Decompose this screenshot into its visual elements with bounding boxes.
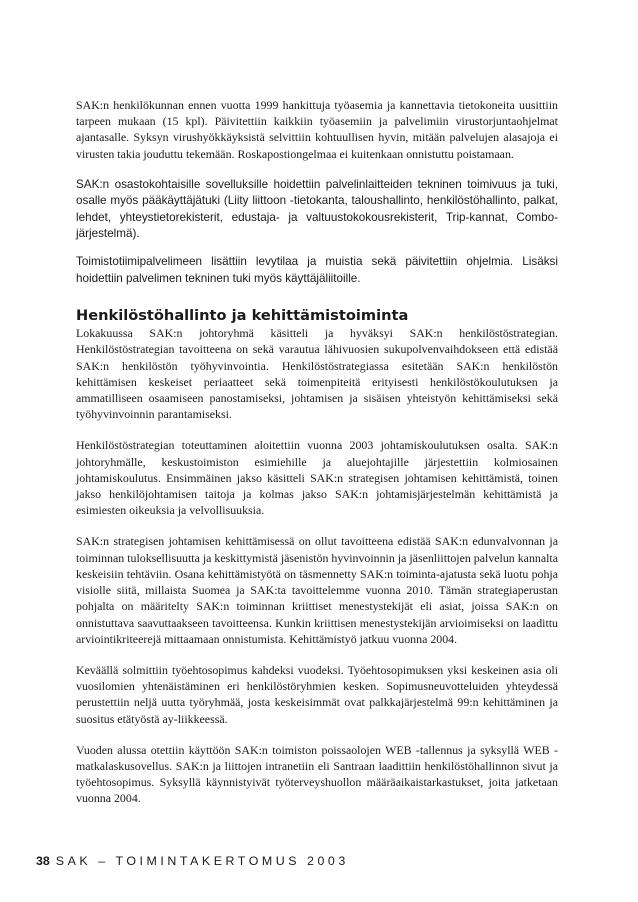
paragraph-leadership-training: Henkilöstöstrategian toteuttaminen aloitettiin vuonna 2003 johtamiskoulutuksen osalta. SAK:n johtoryhmälle, keskustoimiston esimiehille ja aluejohtajille järjestettiin kolmiosainen johtamiskoulutus. Ensimmäinen jakso käsitteli SAK:n strategisen johtamisen kehittämistä, toinen jakso henkilöjohtamisen taitoja ja kolmas jakso SAK:n johtamisjärjestelmän kehittämistä ja esimiesten oikeuksia ja velvollisuuksia. [76,438,558,518]
paragraph-applications: SAK:n osastokohtaisille sovelluksille hoidettiin palvelinlaitteiden tekninen toimivuus ja tuki, osalle myös pääkäyttäjätuki (Liity liittoon -tietokanta, taloushallinto, henkilöstöhallinto, palkat, lehdet, yhteystietorekisterit, edustaja- ja valtuustokokousrekisterit, Trip-kannat, Combo-järjestelmä). [76,177,558,241]
paragraph-collective-agreement: Keväällä solmittiin työehtosopimus kahdeksi vuodeksi. Työehtosopimuksen yksi keskeinen asia oli vuosilomien yhtenäistäminen eri henkilöstöryhmien kesken. Sopimusneuvotteluiden yhteydessä perustettiin neljä uutta työryhmää, josta keskeisimmät ovat palkkajärjestelmä 99:n kehittäminen ja suositus etätyöstä ay-liikkeessä. [76,662,558,726]
paragraph-web-applications: Vuoden alussa otettiin käyttöön SAK:n toimiston poissaolojen WEB -tallennus ja syksyllä WEB -matkalaskusovellus. SAK:n ja liittojen intranetiin eli Santraan laadittiin henkilöstöhallinnon sivut ja työehtosopimus. Syksyllä käynnistyivät työterveyshuollon määräaikaistarkastukset, joita jatketaan vuonna 2004. [76,742,558,806]
paragraph-office-server: Toimistotiimipalvelimeen lisättiin levytilaa ja muistia sekä päivitettiin ohjelmia. Lisäksi hoidettiin palvelimen tekninen tuki myös käyttäjäliitoille. [76,255,558,285]
section-heading: Henkilöstöhallinto ja kehittämistoiminta [76,307,409,325]
page-number: 38 [36,854,50,868]
paragraph-workstations: SAK:n henkilökunnan ennen vuotta 1999 hankittuja työasemia ja kannettavia tietokoneita uusittiin tarpeen mukaan (15 kpl). Päivitettiin kaikkiin työasemiin ja palvelimiin virustorjuntaohjelmat ajantasalle. Syksyn virushyökkäyksistä selvittiin kohtuullisen hyvin, mitään palvelujen alasajoja ei virusten takia jouduttu tekemään. Roskapostiongelmaa ei kuitenkaan onnistuttu poistamaan. [76,98,558,161]
page-footer [36,854,349,868]
footer-title: SAK – TOIMINTAKERTOMUS 2003 [55,854,349,868]
paragraph-hr-strategy: Lokakuussa SAK:n johtoryhmä käsitteli ja hyväksyi SAK:n henkilöstöstrategian. Henkilöstöstrategian tavoitteena on sekä varautua lähivuosien sukupolvenvaihdokseen että edistää SAK:n henkilöstön työhyvinvointia. Henkilöstöstrategiassa esitetään SAK:n henkilöstön kehittämisen keskeiset periaatteet sekä toimenpiteitä erityisesti henkilöstökoulutuksen ja ammatilliseen osaamiseen panostamiseksi, johtamisen ja sisäisen yhteistyön kehittämiseksi sekä työhyvinvoinnin parantamiseksi. [76,326,558,422]
paragraph-strategic-leadership: SAK:n strategisen johtamisen kehittämisessä on ollut tavoitteena edistää SAK:n edunvalvonnan ja toiminnan tuloksellisuutta ja keskittymistä jäsenistön hyvinvoinnin ja jäsenliittojen palvelun kannalta keskeisiin tehtäviin. Osana kehittämistyötä on täsmennetty SAK:n toiminta-ajatusta sekä luotu pohja visiolle siitä, millaista Suomea ja SAK:ta tavoittelemme vuonna 2010. Tämän strategiaperustan pohjalta on määritelty SAK:n toiminnan kriittiset menestystekijät eli asiat, joissa SAK:n on onnistuttava saavuttaakseen tavoitteensa. Kunkin kriittisen menestystekijän arvioimiseksi on laadittu arviointikriteerejä mittaamaan onnistumista. Kehittämistyö jatkuu vuonna 2004. [76,534,558,646]
page-body [76,97,558,807]
